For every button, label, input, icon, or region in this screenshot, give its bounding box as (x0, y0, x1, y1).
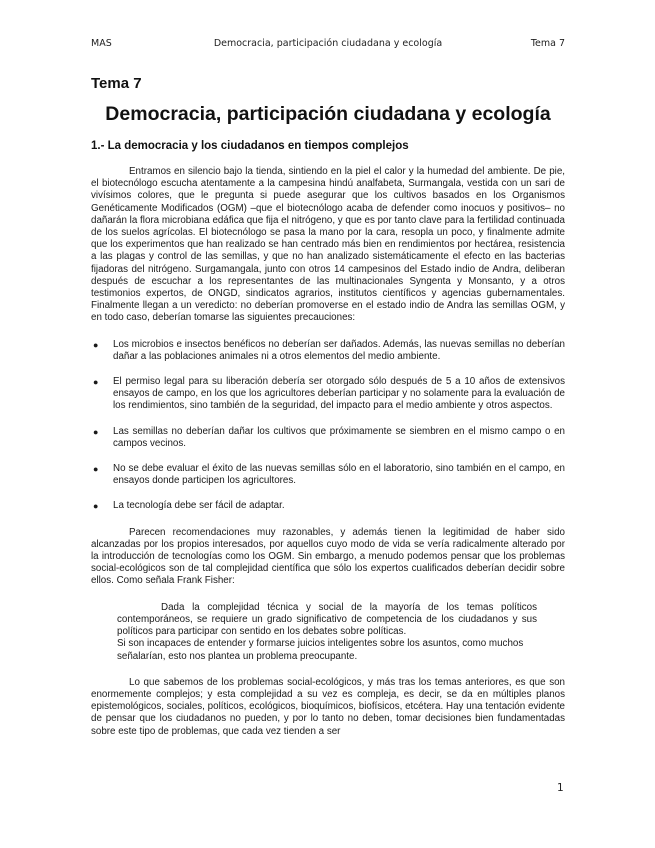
section-heading: 1.- La democracia y los ciudadanos en tiempos complejos (91, 140, 409, 152)
body-paragraph: Parecen recomendaciones muy razonables, y además tienen la legitimidad de haber sido alcanzadas por los propios interesados, por aquellos cuyo modo de vida se vería radicalmente alterado por la introducción de tecnologías como los OGM. Sin embargo, a menudo podemos pensar que los problemas social-ecológicos son de tal complejidad científica que sólo los expertos cualificados deberían decidir sobre ellos. Como señala Frank Fisher: (91, 526, 565, 587)
document-body (91, 166, 565, 738)
page-header (91, 38, 565, 52)
page-title: Democracia, participación ciudadana y ecología (105, 103, 551, 125)
bullet-icon: ● (93, 501, 99, 512)
list-item-text: Las semillas no deberían dañar los cultivos que próximamente se siembren en el mismo campo o en campos vecinos. (113, 425, 565, 449)
topic-number: Tema 7 (91, 75, 142, 92)
list-item (91, 339, 565, 363)
page-number: 1 (557, 782, 564, 794)
bullet-icon: ● (93, 464, 99, 475)
bullet-icon: ● (93, 426, 99, 437)
intro-paragraph: Entramos en silencio bajo la tienda, sintiendo en la piel el calor y la humedad del ambiente. De pie, el biotecnólogo escucha atentamente a la campesina hindú analfabeta, Surmangala, vestida con un sari de vivísimos colores, que le pregunta si puede asegurar que los cultivos basados en los Organismos Genéticamente Modificados (OGM) –que el biotecnólogo acaba de defender como inocuos y positivos– no dañarán la flora microbiana edáfica que fija el nitrógeno, y que es por tanto clave para la fertilidad continuada de los suelos agrícolas. El biotecnólogo se pasa la mano por la cara, resopla un poco, y finalmente admite que los experimentos que han realizado se han centrado más bien en rendimientos por hectárea, resistencia a las plagas y control de las semillas, y que no han analizado sistemáticamente el efecto en las bacterias fijadoras del nitrógeno. Surgamangala, junto con otros 14 campesinos del Estado indio de Andra, deliberan después de escuchar a los representantes de las multinacionales Syngenta y Monsanto, y a otros testimonios expertos, de ONGD, sindicatos agrarios, institutos científicos y agencias gubernamentales. Finalmente llegan a un veredicto: no deberían promoverse en el estado indio de Andra las semillas OGM, y en todo caso, deberían tomarse las siguientes precauciones: (91, 166, 565, 324)
body-paragraph: Lo que sabemos de los problemas social-ecológicos, y más tras los temas anteriores, es que son enormemente complejos; y esta complejidad a su vez es compleja, es decir, se da en múltiples planos epistemológicos, sociales, políticos, ecológicos, bioquímicos, biofísicos, etcétera. Hay una tentación evidente de pensar que los ciudadanos no pueden, y por lo tanto no deben, tomar decisiones bien fundamentadas sobre este tipo de problemas, que cada vez tienden a ser (91, 676, 565, 737)
list-item-text: No se debe evaluar el éxito de las nuevas semillas sólo en el laboratorio, sino también en el campo, en ensayos donde participen los agricultores. (113, 463, 565, 487)
header-left-label: MAS (91, 38, 112, 49)
block-quote (117, 602, 537, 663)
list-item (91, 463, 565, 487)
list-item (91, 500, 565, 512)
list-item-text: Los microbios e insectos benéficos no deberían ser dañados. Además, las nuevas semillas no deberían dañar a las poblaciones animales ni a otros elementos del medio ambiente. (113, 338, 565, 362)
bullet-icon: ● (93, 339, 99, 350)
list-item (91, 426, 565, 450)
header-center-title: Democracia, participación ciudadana y ecología (213, 38, 443, 49)
quote-paragraph: Si son incapaces de entender y formarse juicios inteligentes sobre los asuntos, como muchos señalarían, esto nos plantea un problema preocupante. (117, 638, 524, 662)
bullet-icon: ● (93, 377, 99, 388)
list-item-text: El permiso legal para su liberación debería ser otorgado sólo después de 5 a 10 años de extensivos ensayos de campo, en los que los agricultores deberían participar y no solamente para la evaluación de los rendimientos, sino también de la seguridad, del impacto para el medio ambiente y otros aspectos. (113, 376, 565, 412)
list-item (91, 376, 565, 413)
header-right-label: Tema 7 (530, 38, 565, 49)
list-item-text: La tecnología debe ser fácil de adaptar. (113, 500, 285, 512)
precautions-list (91, 339, 565, 513)
quote-paragraph: Dada la complejidad técnica y social de la mayoría de los temas políticos contemporáneos, se requiere un grado significativo de competencia de los ciudadanos y sus políticos para participar con sentido en los debates sobre políticas. (117, 601, 537, 638)
